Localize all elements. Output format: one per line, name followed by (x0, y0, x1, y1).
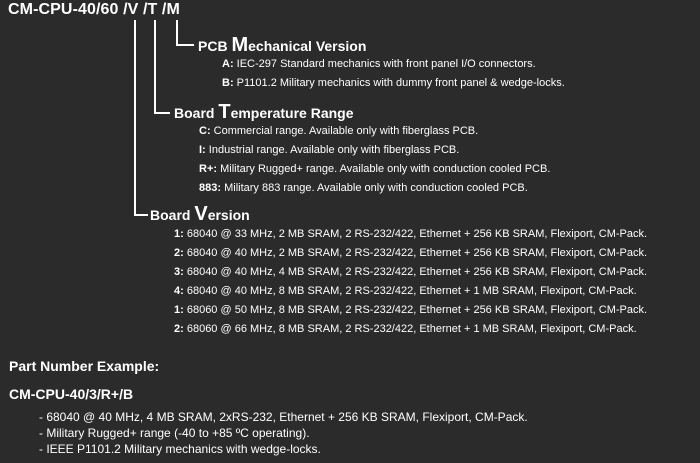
temperature-item: I: Industrial range. Available only with fiberglass PCB. (199, 144, 460, 156)
title-prefix: CM-CPU-40/60 (8, 1, 119, 18)
part-number-title (8, 1, 180, 19)
example-part-number: CM-CPU-40/3/R+/B (9, 386, 134, 402)
mechanical-bracket (176, 20, 194, 46)
mechanical-heading: PCB Mechanical Version (198, 34, 367, 56)
title-options: /V /T /M (123, 1, 180, 18)
version-bracket (134, 20, 148, 216)
version-item: 4: 68040 @ 40 MHz, 8 MB SRAM, 2 RS-232/422, Ethernet + 1 MB SRAM, Flexiport, CM-Pack. (174, 285, 637, 297)
example-bullet: - 68040 @ 40 MHz, 4 MB SRAM, 2xRS-232, Ethernet + 256 KB SRAM, Flexiport, CM-Pack. (39, 410, 528, 424)
example-heading: Part Number Example: (9, 358, 160, 374)
version-item: 3: 68040 @ 40 MHz, 4 MB SRAM, 2 RS-232/422, Ethernet + 256 KB SRAM, Flexiport, CM-Pack. (174, 266, 648, 278)
temperature-bracket (154, 20, 170, 114)
mechanical-item: A: IEC-297 Standard mechanics with front panel I/O connectors. (222, 58, 536, 70)
version-item: 1: 68060 @ 50 MHz, 8 MB SRAM, 2 RS-232/422, Ethernet + 256 KB SRAM, Flexiport, CM-Pack. (174, 304, 648, 316)
version-item: 2: 68040 @ 40 MHz, 2 MB SRAM, 2 RS-232/422, Ethernet + 256 KB SRAM, Flexiport, CM-Pack. (174, 247, 648, 259)
example-bullet: - Military Rugged+ range (-40 to +85 ºC operating). (39, 426, 310, 440)
version-item: 1: 68040 @ 33 MHz, 2 MB SRAM, 2 RS-232/422, Ethernet + 256 KB SRAM, Flexiport, CM-Pack. (174, 228, 648, 240)
version-item: 2: 68060 @ 66 MHz, 8 MB SRAM, 2 RS-232/422, Ethernet + 1 MB SRAM, Flexiport, CM-Pack. (174, 323, 637, 335)
version-heading: Board Version (150, 203, 250, 225)
temperature-heading: Board Temperature Range (174, 101, 354, 123)
temperature-item: C: Commercial range. Available only with fiberglass PCB. (199, 125, 479, 137)
mechanical-item: B: P1101.2 Military mechanics with dummy front panel & wedge-locks. (222, 77, 565, 89)
temperature-item: R+: Military Rugged+ range. Available only with conduction cooled PCB. (199, 163, 551, 175)
example-bullet: - IEEE P1101.2 Military mechanics with wedge-locks. (39, 442, 321, 456)
temperature-item: 883: Military 883 range. Available only with conduction cooled PCB. (199, 182, 528, 194)
